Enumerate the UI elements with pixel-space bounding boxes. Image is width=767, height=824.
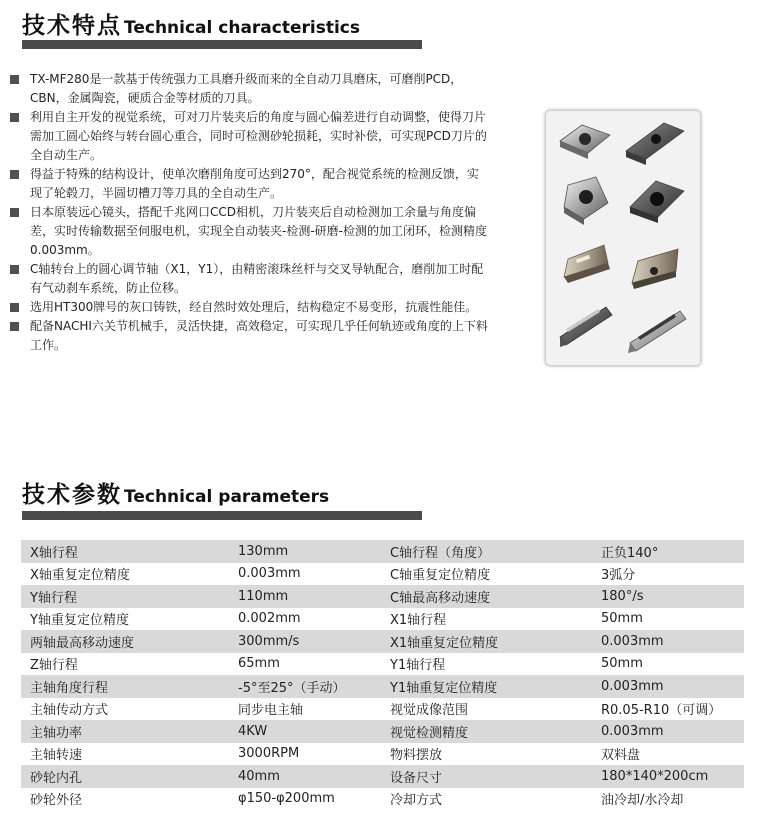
param-label: 冷却方式 [390, 793, 443, 809]
params-title-cn: 技术参数 [22, 482, 122, 508]
features-title-en: Technical characteristics [124, 18, 360, 38]
long-grooving-tool-icon [560, 307, 612, 347]
param-label: 主轴功率 [21, 720, 229, 743]
param-value: R0.05-R10（可调） [601, 703, 722, 719]
table-row [21, 653, 744, 676]
param-label: 主轴转速 [30, 748, 83, 764]
feature-item: 利用自主开发的视觉系统，可对刀片装夹后的角度与圆心偏差进行自动调整，使得刀片需加工圆心始终与转台圆心重合，同时可检测砂轮损耗，实时补偿，可实现PCD刀片的全自动生产。 [8, 108, 488, 165]
table-row [21, 585, 744, 608]
long-grooving-tool-light-icon [628, 311, 686, 353]
table-row [21, 698, 744, 721]
features-list [8, 70, 488, 355]
diamond-insert-icon [626, 123, 684, 165]
feature-item: 得益于特殊的结构设计，使单次磨削角度可达到270°，配合视觉系统的检测反馈，实现了轮毂刀，半圆切槽刀等刀具的全自动生产。 [8, 165, 488, 203]
param-value: 3弧分 [601, 568, 636, 584]
param-value: 0.003mm [238, 566, 301, 582]
grooving-insert-dark-icon [632, 249, 678, 289]
param-value: 4KW [229, 720, 381, 743]
param-label: Y轴重复定位精度 [30, 613, 129, 629]
cutting-inserts-illustration [546, 111, 700, 365]
param-value: -5°至25°（手动） [229, 675, 381, 698]
param-label: 设备尺寸 [381, 765, 592, 788]
table-row [21, 743, 744, 766]
table-row [21, 720, 744, 743]
param-value: 50mm [601, 656, 643, 672]
param-value: 同步电主轴 [238, 703, 304, 719]
param-value: 110mm [229, 585, 381, 608]
param-value: 50mm [601, 611, 643, 627]
params-heading-underline [22, 511, 422, 520]
table-row [21, 765, 744, 788]
feature-item: 日本原装远心镜头，搭配千兆网口CCD相机，刀片装夹后自动检测加工余量与角度偏差，实时传输数据至伺服电机，实现全自动装夹-检测-研磨-检测的加工闭环，检测精度0.003mm。 [8, 203, 488, 260]
table-row [21, 608, 744, 631]
param-label: C轴行程（角度） [381, 540, 592, 563]
table-row [21, 540, 744, 563]
param-label: X1轴行程 [390, 613, 447, 629]
features-title-cn: 技术特点 [22, 13, 122, 39]
param-label: 砂轮外径 [30, 793, 83, 809]
feature-item: 选用HT300牌号的灰口铸铁，经自然时效处理后，结构稳定不易变形，抗震性能佳。 [8, 298, 488, 317]
param-value: 0.002mm [238, 611, 301, 627]
table-row [21, 675, 744, 698]
param-label: Y1轴重复定位精度 [381, 675, 592, 698]
feature-item: C轴转台上的圆心调节轴（X1，Y1），由精密滚珠丝杆与交叉导轨配合，磨削加工时配有气动刹车系统，防止位移。 [8, 260, 488, 298]
param-label: Z轴行程 [30, 658, 78, 674]
param-value: 130mm [229, 540, 381, 563]
feature-item: 配备NACHI六关节机械手，灵活快捷，高效稳定，可实现几乎任何轨迹或角度的上下料工作。 [8, 317, 488, 355]
param-label: Y1轴行程 [390, 658, 446, 674]
params-table [21, 540, 744, 810]
param-label: C轴重复定位精度 [390, 568, 491, 584]
grooving-insert-icon [564, 245, 610, 283]
param-value: 0.003mm [592, 720, 744, 743]
param-value: 300mm/s [229, 630, 381, 653]
param-value: 3000RPM [238, 746, 300, 762]
param-label: 主轴传动方式 [30, 703, 109, 719]
param-value: 40mm [229, 765, 381, 788]
param-value: φ150-φ200mm [238, 791, 335, 807]
param-value: 180*140*200cm [592, 765, 744, 788]
param-value: 正负140° [592, 540, 744, 563]
param-label: 砂轮内孔 [21, 765, 229, 788]
cutting-inserts-photo [545, 110, 701, 366]
square-insert-icon [630, 181, 684, 223]
table-row [21, 788, 744, 811]
param-label: 两轴最高移动速度 [21, 630, 229, 653]
param-label: 主轴角度行程 [21, 675, 229, 698]
param-value: 180°/s [592, 585, 744, 608]
table-row [21, 630, 744, 653]
feature-item: TX-MF280是一款基于传统强力工具磨升级而来的全自动刀具磨床，可磨削PCD，CBN，金属陶瓷，硬质合金等材质的刀具。 [8, 70, 488, 108]
triangular-insert-icon [564, 177, 608, 225]
param-label: X轴行程 [21, 540, 229, 563]
param-value: 65mm [238, 656, 280, 672]
param-label: Y轴行程 [21, 585, 229, 608]
param-value: 0.003mm [592, 675, 744, 698]
param-label: X1轴重复定位精度 [381, 630, 592, 653]
param-label: C轴最高移动速度 [381, 585, 592, 608]
rhombic-insert-icon [560, 125, 610, 159]
param-label: 物料摆放 [390, 748, 443, 764]
table-row [21, 563, 744, 586]
features-heading [22, 7, 360, 40]
params-title-en: Technical parameters [124, 487, 330, 507]
param-value: 双料盘 [601, 748, 641, 764]
param-label: X轴重复定位精度 [30, 568, 130, 584]
features-heading-underline [22, 40, 422, 49]
param-label: 视觉成像范围 [390, 703, 469, 719]
param-label: 视觉检测精度 [381, 720, 592, 743]
params-heading [22, 476, 329, 509]
param-value: 油冷却/水冷却 [601, 793, 684, 809]
param-value: 0.003mm [592, 630, 744, 653]
